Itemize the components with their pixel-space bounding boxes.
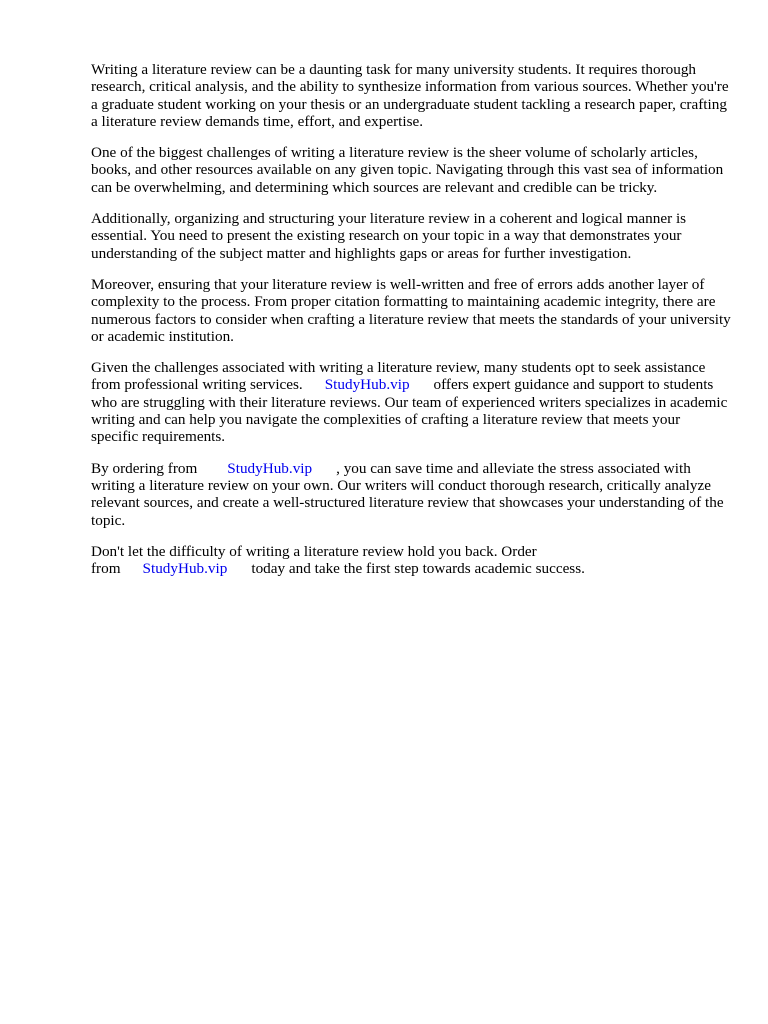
document-body: [91, 61, 731, 591]
paragraph-assistance-text-after: offers expert guidance and support to students who are struggling with their literature reviews. Our team of experienced writers specializes in academic writing and can help you navigate the complexities of crafting a literature review that meets your specific requirements.: [91, 376, 728, 446]
paragraph-closing-text-after: today and take the first step towards academic success.: [251, 560, 585, 578]
paragraph-assistance-text-before: Given the challenges associated with writing a literature review, many students opt to seek assistance from professional writing services.: [91, 359, 706, 394]
paragraph-intro: [91, 61, 731, 130]
paragraph-challenges: [91, 144, 731, 196]
paragraph-quality: [91, 276, 731, 345]
paragraph-intro-text: Writing a literature review can be a daunting task for many university students. It requires thorough research, critical analysis, and the ability to synthesize information from various sources. Whether you're a graduate student working on your thesis or an undergraduate student tackling a research paper, crafting a literature review demands time, effort, and expertise.: [91, 61, 729, 130]
studyhub-link-2[interactable]: StudyHub.vip: [227, 459, 313, 477]
paragraph-quality-text: Moreover, ensuring that your literature review is well-written and free of errors adds another layer of complexity to the process. From proper citation formatting to maintaining academic integrity, there are numerous factors to consider when crafting a literature review that meets the standards of your university or academic institution.: [91, 275, 731, 345]
paragraph-closing-text-before: Don't let the difficulty of writing a literature review hold you back. Order from: [91, 542, 537, 578]
paragraph-ordering-text-before: By ordering from: [91, 459, 198, 477]
studyhub-link-1[interactable]: StudyHub.vip: [324, 376, 410, 394]
paragraph-ordering: [91, 460, 731, 529]
paragraph-ordering-text-after: , you can save time and alleviate the stress associated with writing a literature review on your own. Our writers will conduct thorough research, critically analyze relevant sources, and create a well-structured literature review that showcases your understanding of the topic.: [91, 459, 724, 529]
paragraph-assistance: [91, 359, 731, 445]
paragraph-challenges-text: One of the biggest challenges of writing a literature review is the sheer volume of scholarly articles, books, and other resources available on any given topic. Navigating through this vast sea of information can be overwhelming, and determining which sources are relevant and credible can be tricky.: [91, 144, 724, 196]
studyhub-link-3[interactable]: StudyHub.vip: [142, 560, 228, 578]
paragraph-organizing-text: Additionally, organizing and structuring your literature review in a coherent and logical manner is essential. You need to present the existing research on your topic in a way that demonstrates your understanding of the subject matter and highlights gaps or areas for further investigation.: [91, 210, 687, 262]
paragraph-organizing: [91, 210, 731, 262]
paragraph-closing: [91, 543, 731, 578]
